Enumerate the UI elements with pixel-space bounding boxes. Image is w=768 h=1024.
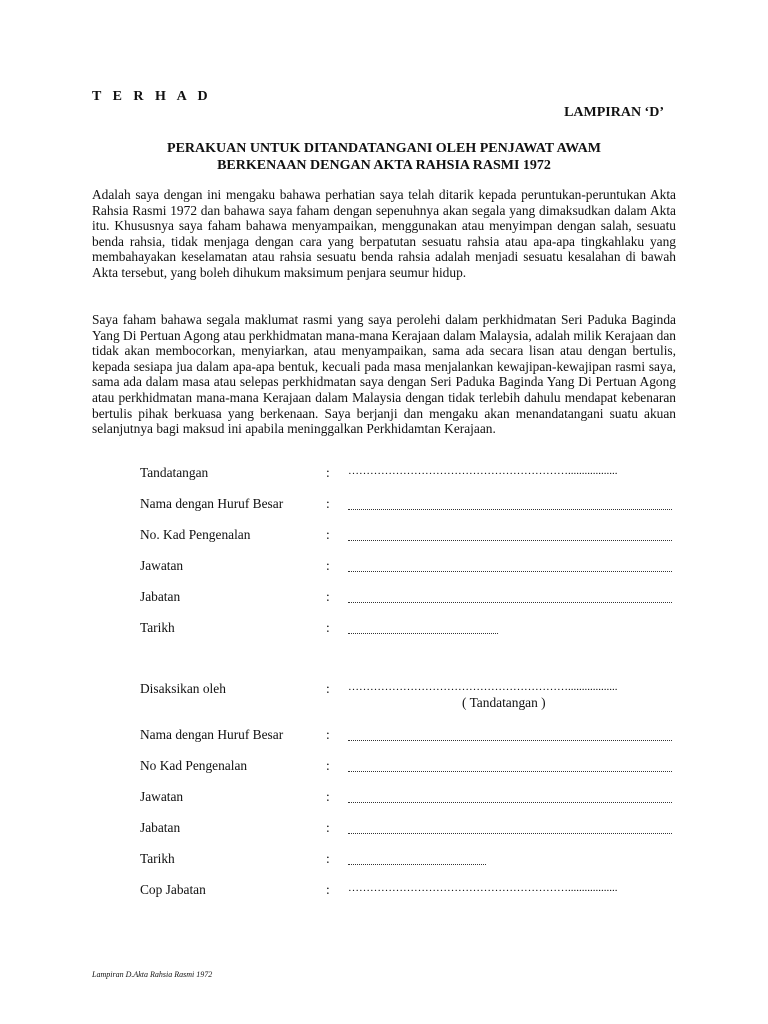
field-label: Tarikh [140,620,175,635]
colon: : [326,681,330,696]
field-label: Disaksikan oleh [140,681,226,696]
dotted-line [348,740,672,741]
field-label: Cop Jabatan [140,882,206,897]
field-label: Nama dengan Huruf Besar [140,496,284,511]
dotted-line [348,771,672,772]
field-label: Jabatan [140,589,181,604]
colon: : [326,465,330,480]
witness-position-field[interactable] [140,789,680,809]
colon: : [326,589,330,604]
witness-name-field[interactable] [140,727,680,747]
field-label: Tarikh [140,851,175,866]
document-title-line-1: PERAKUAN UNTUK DITANDATANGANI OLEH PENJAWAT AWAM [167,141,601,156]
name-field[interactable] [140,496,680,516]
classification-label: T E R H A D [92,89,212,104]
department-field[interactable] [140,589,680,609]
appendix-label: LAMPIRAN ‘D’ [564,105,664,120]
paragraph-2: Saya faham bahawa segala maklumat rasmi yang saya perolehi dalam perkhidmatan Seri Paduka Baginda Yang Di Pertuan Agong atau perkhidmatan mana-mana Kerajaan dalam Malaysia, adalah milik Kerajaan dan tidak akan membocorkan, menyiarkan, atau menyampaikan, sama ada secara lisan atau dengan bertulis, kepada sesiapa jua dalam apa-apa bentuk, kecuali pada masa menjalankan kewajipan-kewajipan rasmi saya, sama ada dalam masa atau selepas perkhidmatan saya dengan Seri Paduka Baginda Yang Di Pertuan Agong atau perkhidmatan mana-mana Kerajaan dalam Malaysia dengan tidak terlebih dahulu mendapat kebenaran bertulis pihak berkuasa yang berkenaan. Saya berjanji dan mengaku akan menandatangani suatu akuan selanjutnya bagi maksud ini apabila meninggalkan Perkhidamtan Kerajaan. [92,312,676,437]
signature-field[interactable] [140,465,680,485]
paragraph-1: Adalah saya dengan ini mengaku bahawa perhatian saya telah ditarik kepada peruntukan-peruntukan Akta Rahsia Rasmi 1972 dan bahawa saya faham dengan sepenuhnya akan segala yang dimaksudkan dalam Akta itu. Khususnya saya faham bahawa menyampaikan, menggunakan atau menyimpan dengan salah, sesuatu benda rahsia, tidak menjaga dengan cara yang berpatutan sesuatu rahsia atau apa-apa tingkahlaku yang membahayakan keselamatan atau rahsia sesuatu benda rahsia adalah menjadi sesuatu kesalahan di bawah Akta tersebut, yang boleh dihukum maksimum penjara seumur hidup. [92,187,676,280]
colon: : [326,727,330,742]
colon: : [326,758,330,773]
dotted-line [348,633,498,634]
document-title-line-2: BERKENAAN DENGAN AKTA RAHSIA RASMI 1972 [217,158,551,173]
colon: : [326,496,330,511]
field-label: Jawatan [140,789,184,804]
department-stamp-field[interactable] [140,882,680,902]
field-label: No. Kad Pengenalan [140,527,251,542]
colon: : [326,527,330,542]
position-field[interactable] [140,558,680,578]
dotted-line: …………………………………………………….................. [348,465,618,477]
footer-note: Lampiran D.Akta Rahsia Rasmi 1972 [92,970,213,979]
signature-caption: ( Tandatangan ) [462,695,546,710]
colon: : [326,558,330,573]
ic-number-field[interactable] [140,527,680,547]
field-label: Tandatangan [140,465,209,480]
dotted-line [348,509,672,510]
field-label: Nama dengan Huruf Besar [140,727,284,742]
dotted-line [348,571,672,572]
colon: : [326,789,330,804]
witness-department-field[interactable] [140,820,680,840]
dotted-line [348,833,672,834]
date-field[interactable] [140,620,680,640]
colon: : [326,882,330,897]
colon: : [326,620,330,635]
dotted-line [348,864,486,865]
dotted-line [348,540,672,541]
witness-signature-field[interactable] [140,681,680,701]
colon: : [326,851,330,866]
dotted-line [348,602,672,603]
field-label: Jawatan [140,558,184,573]
witness-ic-number-field[interactable] [140,758,680,778]
dotted-line [348,802,672,803]
dotted-line: …………………………………………………….................. [348,882,618,894]
colon: : [326,820,330,835]
field-label: No Kad Pengenalan [140,758,248,773]
witness-date-field[interactable] [140,851,680,871]
dotted-line: …………………………………………………….................. [348,681,618,693]
field-label: Jabatan [140,820,181,835]
